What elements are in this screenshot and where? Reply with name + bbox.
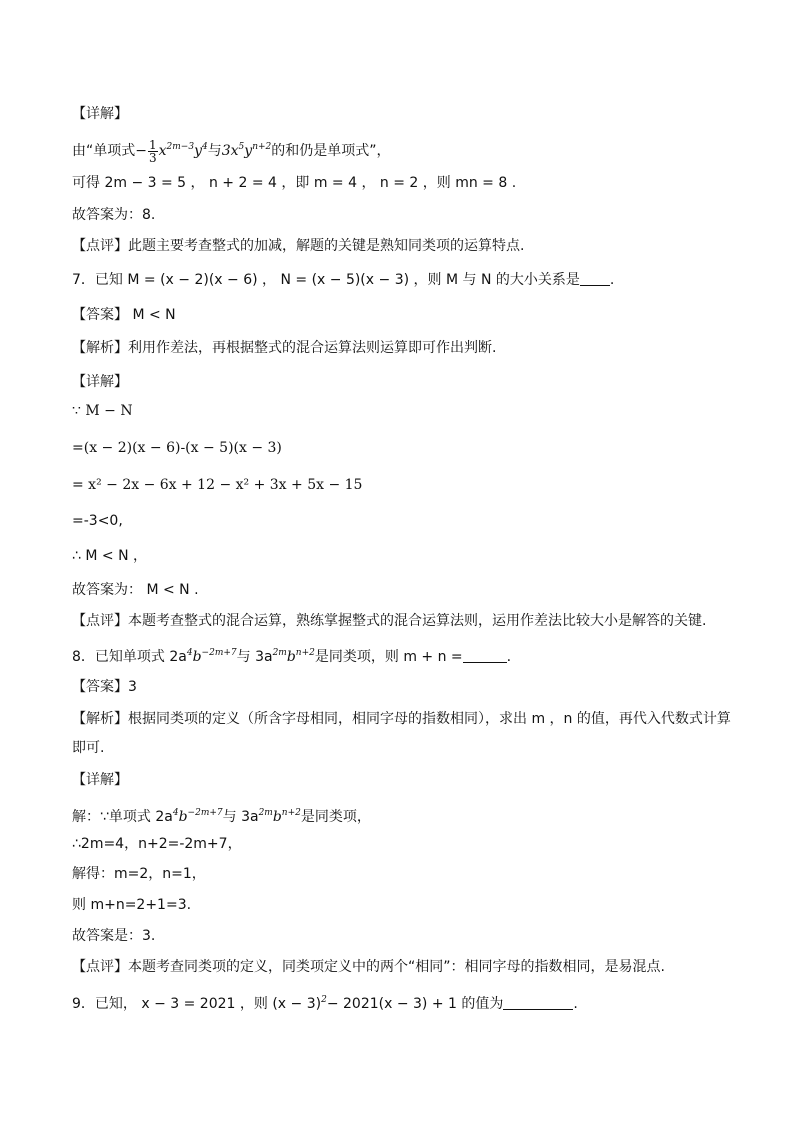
q8-exp-a: 4 <box>186 648 193 658</box>
q9-square: 2 <box>321 995 327 1005</box>
q9-question-b: − 2021(x − 3) + 1 的值为 <box>326 996 504 1012</box>
q7-answer-blank <box>580 271 610 286</box>
q6-condition-line <box>72 137 391 164</box>
q7-detail-tag: 【详解】 <box>72 374 128 390</box>
q7-step-1: ∵ M − N <box>72 403 133 419</box>
q7-step-2: =(x − 2)(x − 6)-(x − 5)(x − 3) <box>72 440 282 456</box>
q8-solution-3: 解得：m=2，n=1， <box>72 866 206 882</box>
q8-detail-tag: 【详解】 <box>72 772 128 788</box>
q6-detail-tag: 【详解】 <box>72 106 128 122</box>
q8-sol1-c: 是同类项， <box>300 809 371 825</box>
q6-condition-a: 由“单项式 <box>72 143 136 159</box>
q7-step-4: =-3<0, <box>72 513 123 529</box>
q8-sol1-a: 解：∵单项式 2a <box>72 809 173 825</box>
q6-term2: $3x^5y^{n+2}$ <box>221 142 272 159</box>
q7-final-answer: 故答案为： M < N . <box>72 582 199 598</box>
q6-term1: $x^{2m-3}y^4$ <box>158 142 208 159</box>
q7-question-text: 7．已知 M = (x − 2)(x − 6) ， N = (x − 5)(x − 3) ，则 M 与 N 的大小关系是 <box>72 272 580 288</box>
q6-comment: 【点评】此题主要考查整式的加减，解题的关键是熟知同类项的运算特点. <box>72 238 525 254</box>
q8-analysis-2: 即可. <box>72 740 105 756</box>
q6-fraction <box>148 139 158 164</box>
q6-frac-num: 1 <box>149 137 157 152</box>
q6-and: 与 <box>207 143 222 159</box>
q8-answer: 【答案】3 <box>72 679 137 695</box>
q6-derivation: 可得 2m − 3 = 5 ， n + 2 = 4 ，即 m = 4 ， n = 2 ，则 mn = 8 . <box>72 175 517 191</box>
q7-question <box>72 270 614 290</box>
q7-analysis: 【解析】利用作差法，再根据整式的混合运算法则运算即可作出判断. <box>72 340 497 356</box>
q8-solution-2: ∴2m=4，n+2=-2m+7， <box>72 836 242 852</box>
q8-solution-1: 解：∵单项式 $2a^4b^{-2m+7}$与 $3a^{2m}b^{n+2}$是同类项， <box>72 808 371 825</box>
q8-question: 8．已知单项式 $2a^4b^{-2m+7}$与 $3a^{2m}b^{n+2}$是同类项，则 m + n = . <box>72 648 512 665</box>
q8-final-answer: 故答案是：3. <box>72 928 156 944</box>
q9-question-end: . <box>573 996 578 1012</box>
q7-comment: 【点评】本题考查整式的混合运算，熟练掌握整式的混合运算法则，运用作差法比较大小是解答的关键. <box>72 613 707 629</box>
q9-answer-blank <box>503 995 573 1010</box>
q8-comment: 【点评】本题考查同类项的定义，同类项定义中的两个“相同”：相同字母的指数相同，是易混点. <box>72 959 665 975</box>
q6-final-answer: 故答案为：8. <box>72 207 156 223</box>
q9-question <box>72 990 578 1014</box>
q8-question-end: . <box>506 649 512 665</box>
q6-condition-b: 的和仍是单项式”， <box>271 143 391 159</box>
q8-question-a: 8．已知单项式 2a <box>72 649 187 665</box>
q8-exp-b: −2m+7 <box>201 648 237 658</box>
q7-step-3: = x² − 2x − 6x + 12 − x² + 3x + 5x − 15 <box>72 477 363 493</box>
q8-question-c: 是同类项，则 m + n = <box>314 649 463 665</box>
q8-exp-c: 2m <box>272 648 287 658</box>
q7-step-5: ∴ M < N ， <box>72 548 147 564</box>
q8-analysis-1: 【解析】根据同类项的定义（所含字母相同，相同字母的指数相同），求出 m ，n 的值，再代入代数式计算 <box>72 711 731 727</box>
q7-answer: 【答案】 M < N <box>72 307 176 323</box>
q6-minus: − <box>135 143 147 159</box>
q8-answer-blank <box>463 648 507 663</box>
q8-sol1-b: 与 3a <box>222 809 259 825</box>
q8-solution-4: 则 m+n=2+1=3. <box>72 897 192 913</box>
q6-frac-den: 3 <box>149 150 157 165</box>
q8-question-b: 与 3a <box>236 649 273 665</box>
q9-question-a: 9．已知， x − 3 = 2021 ，则 (x − 3) <box>72 996 322 1012</box>
q7-question-end: . <box>609 272 615 288</box>
q8-exp-d: n+2 <box>295 648 315 658</box>
